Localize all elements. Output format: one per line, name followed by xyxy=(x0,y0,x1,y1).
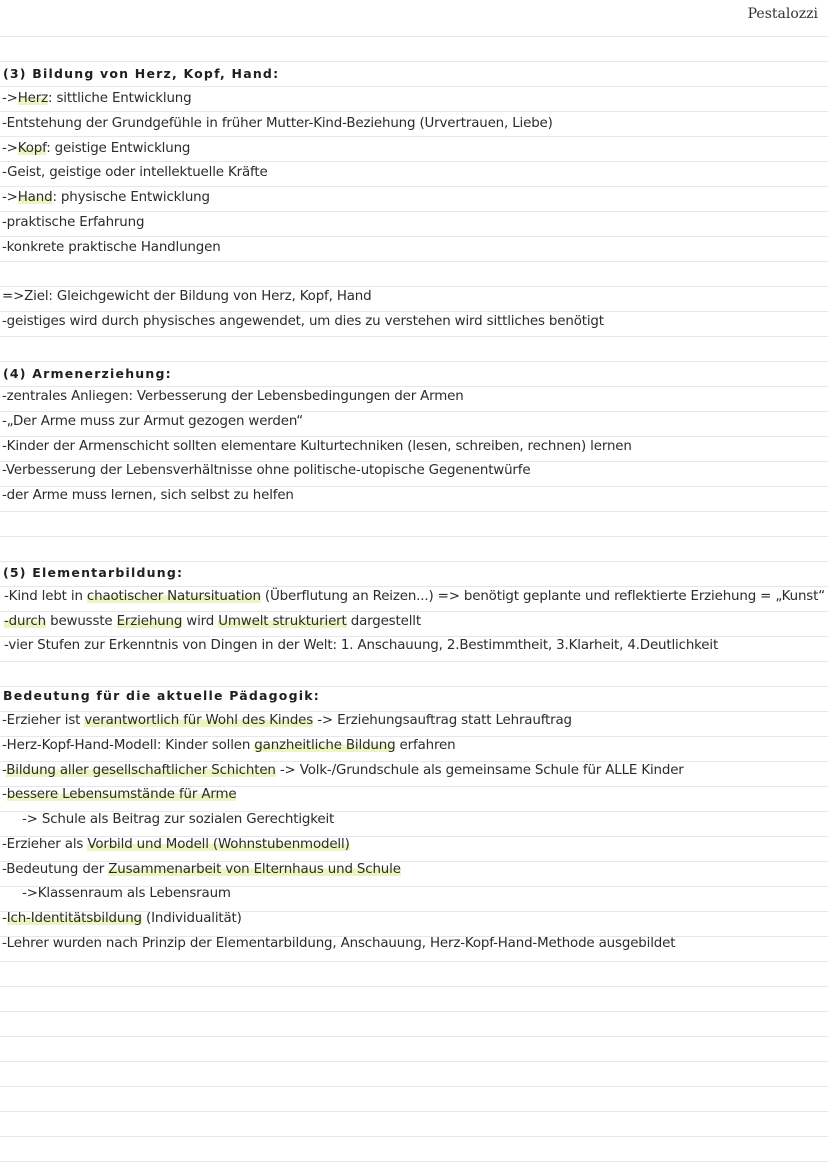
note-line: -Bildung aller gesellschaftlicher Schichten -> Volk-/Grundschule als gemeinsame Schule für ALLE Kinder xyxy=(2,763,684,778)
note-line: -Erzieher ist verantwortlich für Wohl des Kindes -> Erziehungsauftrag statt Lehrauftrag xyxy=(2,713,572,728)
section-heading-armenerziehung: (4) Armenerziehung: xyxy=(3,366,172,381)
note-line: -zentrales Anliegen: Verbesserung der Lebensbedingungen der Armen xyxy=(2,389,464,404)
note-line: -Bedeutung der Zusammenarbeit von Elternhaus und Schule xyxy=(2,862,401,877)
note-line: -Erzieher als Vorbild und Modell (Wohnstubenmodell) xyxy=(2,837,350,852)
note-line: -durch bewusste Erziehung wird Umwelt strukturiert dargestellt xyxy=(4,614,421,629)
note-line: -Lehrer wurden nach Prinzip der Elementarbildung, Anschauung, Herz-Kopf-Hand-Methode ausgebildet xyxy=(2,936,676,951)
note-line: -Kind lebt in chaotischer Natursituation (Überflutung an Reizen...) => benötigt geplante und reflektierte Erziehung = „Kunst“ xyxy=(4,589,826,604)
note-line: =>Ziel: Gleichgewicht der Bildung von Herz, Kopf, Hand xyxy=(2,289,372,304)
note-line: -Herz-Kopf-Hand-Modell: Kinder sollen ganzheitliche Bildung erfahren xyxy=(2,738,456,753)
note-line: -praktische Erfahrung xyxy=(2,215,145,230)
note-line: -konkrete praktische Handlungen xyxy=(2,240,221,255)
note-line: -> Schule als Beitrag zur sozialen Gerechtigkeit xyxy=(22,812,335,827)
note-line: -vier Stufen zur Erkenntnis von Dingen in der Welt: 1. Anschauung, 2.Bestimmtheit, 3.Klarheit, 4.Deutlichkeit xyxy=(4,638,719,653)
section-heading-bedeutung: Bedeutung für die aktuelle Pädagogik: xyxy=(3,688,320,703)
note-line: ->Herz: sittliche Entwicklung xyxy=(2,91,192,106)
note-line: -Kinder der Armenschicht sollten elementare Kulturtechniken (lesen, schreiben, rechnen) lernen xyxy=(2,439,632,454)
page-title: Pestalozzi xyxy=(747,6,818,22)
section-heading-bildung: (3) Bildung von Herz, Kopf, Hand: xyxy=(3,66,280,81)
note-line: ->Hand: physische Entwicklung xyxy=(2,190,210,205)
note-line: ->Klassenraum als Lebensraum xyxy=(22,886,231,901)
note-line: -der Arme muss lernen, sich selbst zu helfen xyxy=(2,488,294,503)
note-line: ->Kopf: geistige Entwicklung xyxy=(2,141,191,156)
note-line: -Geist, geistige oder intellektuelle Kräfte xyxy=(2,165,268,180)
note-line: -Entstehung der Grundgefühle in früher Mutter-Kind-Beziehung (Urvertrauen, Liebe) xyxy=(2,116,553,131)
note-line: -Ich-Identitätsbildung (Individualität) xyxy=(2,911,242,926)
note-line: -„Der Arme muss zur Armut gezogen werden“ xyxy=(2,414,303,429)
note-line: -bessere Lebensumstände für Arme xyxy=(2,787,237,802)
note-line: -Verbesserung der Lebensverhältnisse ohne politische-utopische Gegenentwürfe xyxy=(2,463,531,478)
note-line: -geistiges wird durch physisches angewendet, um dies zu verstehen wird sittliches benötigt xyxy=(2,314,604,329)
section-heading-elementarbildung: (5) Elementarbildung: xyxy=(3,565,184,580)
